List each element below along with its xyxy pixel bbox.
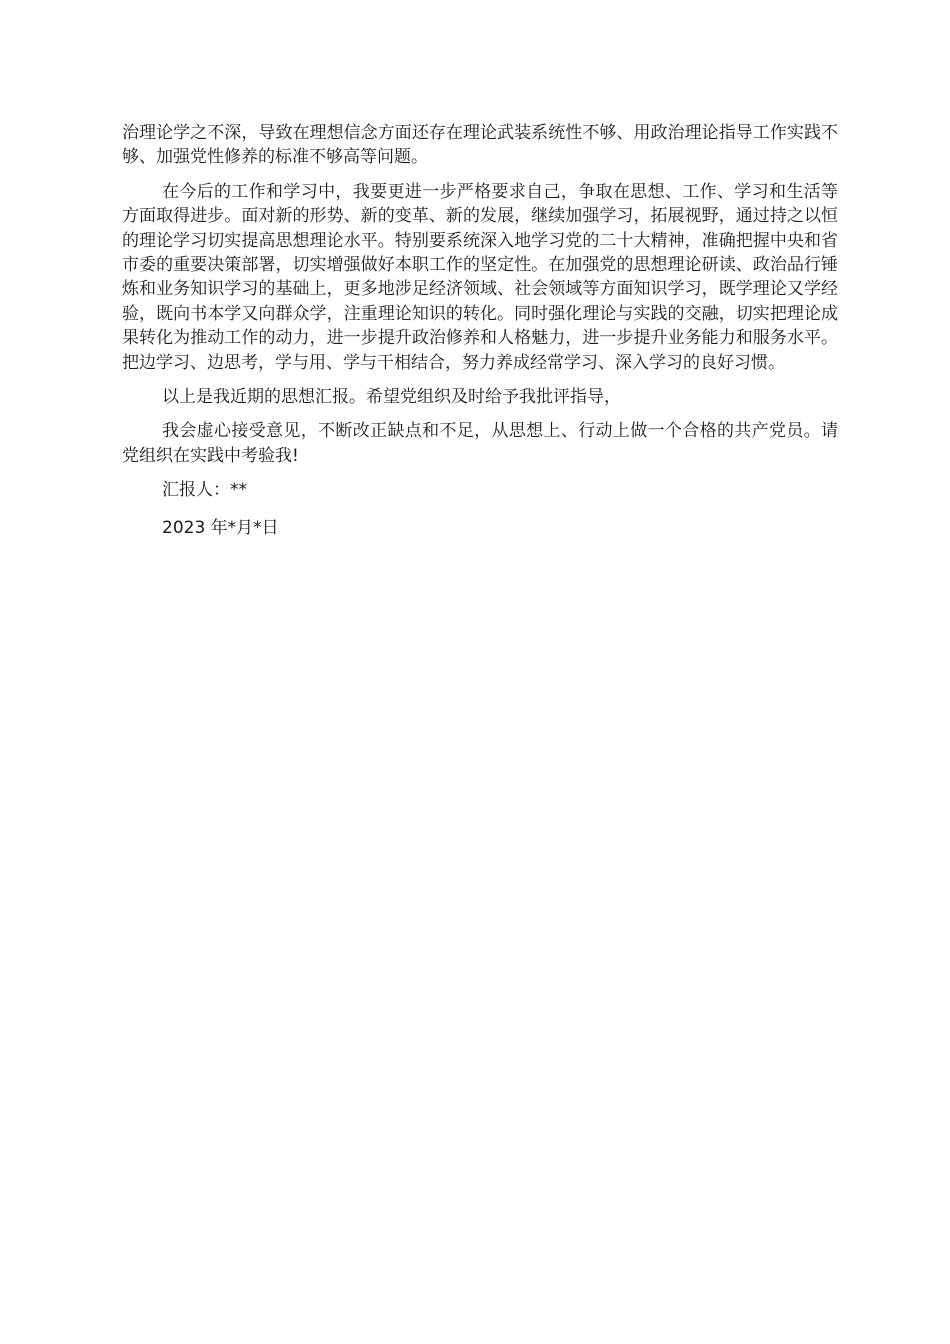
paragraph-future-plans: 在今后的工作和学习中，我要更进一步严格要求自己，争取在思想、工作、学习和生活等方面取得进步。面对新的形势、新的变革、新的发展，继续加强学习，拓展视野，通过持之以恒的理论学习切实提高思想理论水平。特别要系统深入地学习党的二十大精神，准确把握中央和省市委的重要决策部署，切实增强做好本职工作的坚定性。在加强党的思想理论研读、政治品行锤炼和业务知识学习的基础上，更多地涉足经济领域、社会领域等方面知识学习，既学理论又学经验，既向书本学又向群众学，注重理论知识的转化。同时强化理论与实践的交融，切实把理论成果转化为推动工作的动力，进一步提升政治修养和人格魅力，进一步提升业务能力和服务水平。把边学习、边思考，学与用、学与干相结合，努力养成经常学习、深入学习的良好习惯。 bbox=[122, 181, 838, 373]
date-line: 2023 年*月*日 bbox=[162, 517, 279, 538]
paragraph-commitment: 我会虚心接受意见，不断改正缺点和不足，从思想上、行动上做一个合格的共产党员。请党组织在实践中考验我! bbox=[122, 421, 838, 466]
paragraph-request-guidance: 以上是我近期的思想汇报。希望党组织及时给予我批评指导， bbox=[162, 387, 621, 408]
paragraph-continuation: 治理论学之不深，导致在理想信念方面还存在理论武装系统性不够、用政治理论指导工作实践不够、加强党性修养的标准不够高等问题。 bbox=[122, 123, 838, 168]
signature-line: 汇报人：** bbox=[162, 480, 247, 501]
document-body bbox=[122, 121, 838, 550]
